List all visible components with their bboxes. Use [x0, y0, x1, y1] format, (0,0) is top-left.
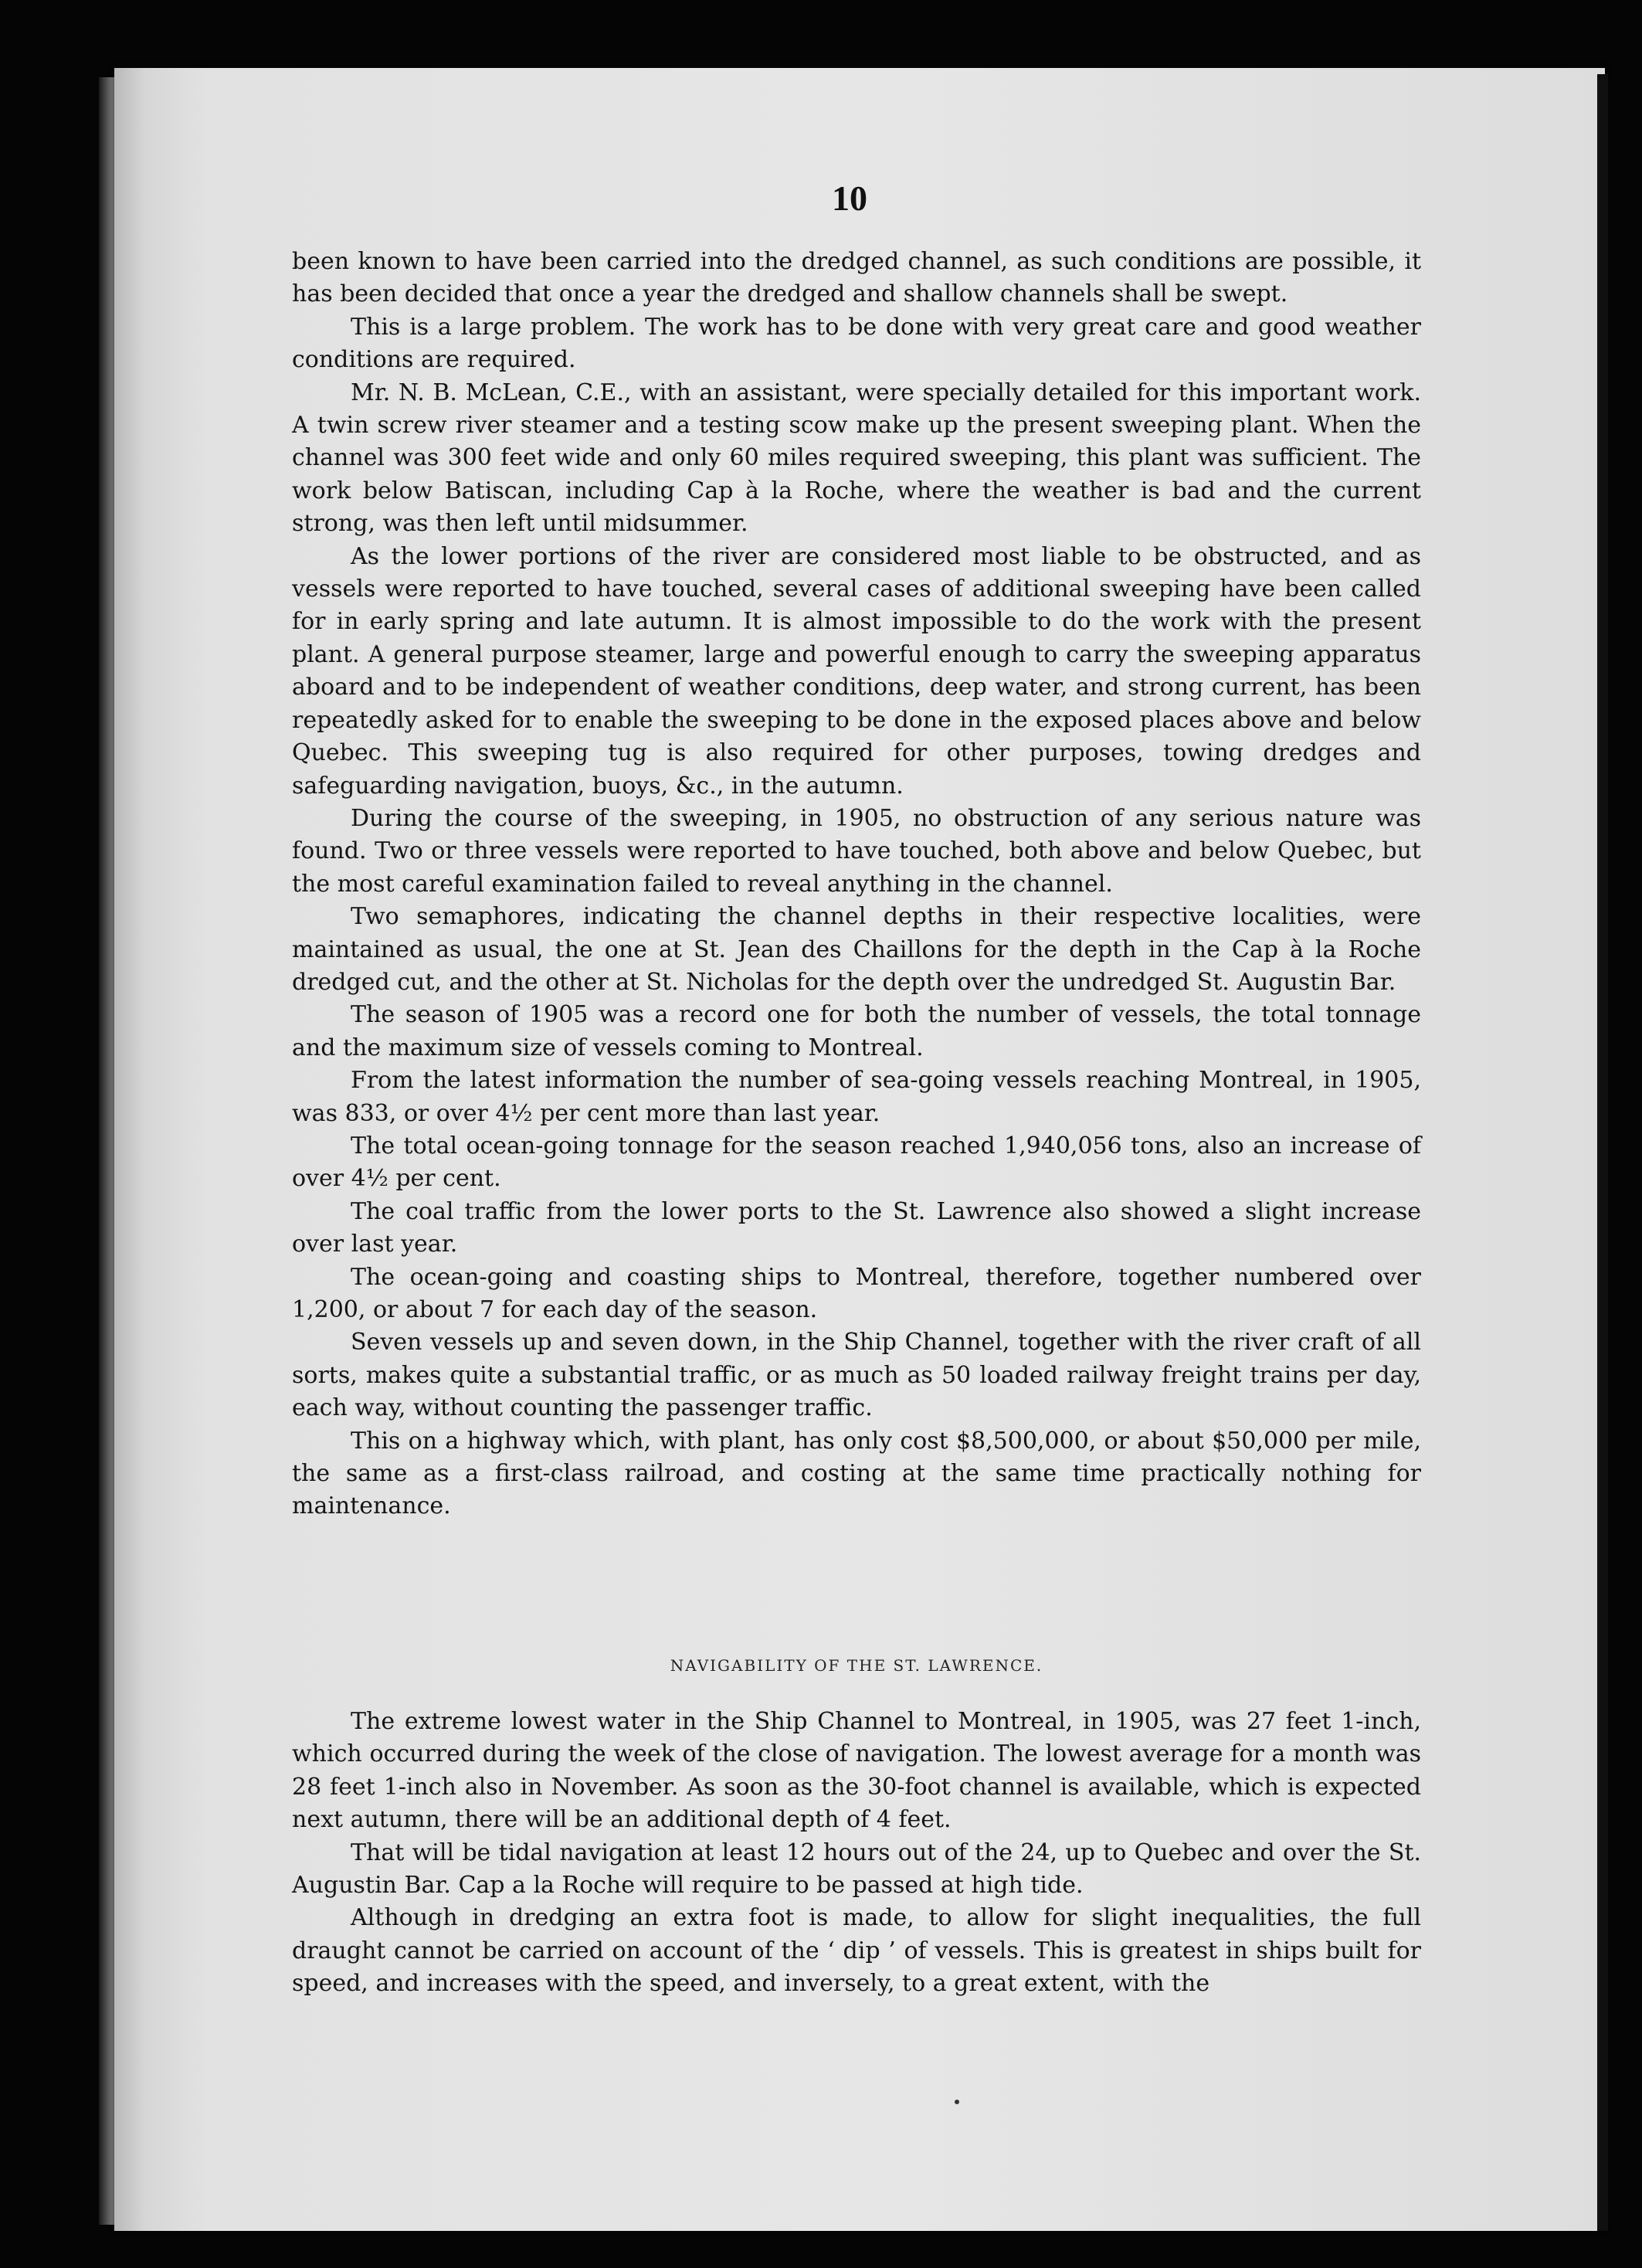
paragraph: Mr. N. B. McLean, C.E., with an assistant, were specially detailed for this important work. A twin screw river steamer and a testing scow make up the present sweeping plant. When the channel was 300 feet wide and only 60 miles required sweeping, this plant was sufficient. The work below Batiscan, including Cap à la Roche, where the weather is bad and the current strong, was then left until midsummer. — [292, 379, 1421, 538]
paragraph: The ocean-going and coasting ships to Montreal, therefore, together numbered over 1,200, or about 7 for each day of the season. — [292, 1263, 1421, 1323]
page-right-edge — [1597, 74, 1608, 2231]
section-text — [292, 1706, 1421, 2001]
paragraph: Two semaphores, indicating the channel depths in their respective localities, were maintained as usual, the one at St. Jean des Chaillons for the depth in the Cap à la Roche dredged cut, and the other at St. Nicholas for the depth over the undredged St. Augustin Bar. — [292, 903, 1421, 996]
paragraph: As the lower portions of the river are considered most liable to be obstructed, and as vessels were reported to have touched, several cases of additional sweeping have been called for in early spring and late autumn. It is almost impossible to do the work with the present plant. A general purpose steamer, large and powerful enough to carry the sweeping apparatus aboard and to be independent of weather conditions, deep water, and strong current, has been repeatedly asked for to enable the sweeping to be done in the exposed places above and below Quebec. This sweeping tug is also required for other purposes, towing dredges and safeguarding navigation, buoys, &c., in the autumn. — [292, 542, 1421, 800]
paragraph: The total ocean-going tonnage for the season reached 1,940,056 tons, also an increase of over 4½ per cent. — [292, 1132, 1421, 1193]
body-text — [292, 246, 1421, 1523]
paragraph: That will be tidal navigation at least 12 hours out of the 24, up to Quebec and over the St. Augustin Bar. Cap a la Roche will require to be passed at high tide. — [292, 1839, 1421, 1900]
paragraph: The extreme lowest water in the Ship Channel to Montreal, in 1905, was 27 feet 1-inch, which occurred during the week of the close of navigation. The lowest average for a month was 28 feet 1-inch also in November. As soon as the 30-foot channel is available, which is expected next autumn, there will be an additional depth of 4 feet. — [292, 1708, 1421, 1834]
paragraph: The coal traffic from the lower ports to the St. Lawrence also showed a slight increase over last year. — [292, 1197, 1421, 1258]
paragraph: been known to have been carried into the dredged channel, as such conditions are possible, it has been decided that once a year the dredged and shallow channels shall be swept. — [292, 248, 1421, 308]
section-heading: NAVIGABILITY OF THE ST. LAWRENCE. — [670, 1656, 1043, 1675]
page-number: 10 — [832, 178, 867, 218]
paragraph: Seven vessels up and seven down, in the Ship Channel, together with the river craft of all sorts, makes quite a substantial traffic, or as much as 50 loaded railway freight trains per day, each way, without counting the passenger traffic. — [292, 1329, 1421, 1422]
paragraph: From the latest information the number of sea-going vessels reaching Montreal, in 1905, was 833, or over 4½ per cent more than last year. — [292, 1067, 1421, 1127]
paragraph: This is a large problem. The work has to be done with very great care and good weather conditions are required. — [292, 313, 1421, 374]
scan-speck — [955, 2100, 959, 2104]
paragraph: During the course of the sweeping, in 1905, no obstruction of any serious nature was found. Two or three vessels were reported to have touched, both above and below Quebec, but the most careful examination failed to reveal anything in the channel. — [292, 804, 1421, 898]
paragraph: The season of 1905 was a record one for both the number of vessels, the total tonnage and the maximum size of vessels coming to Montreal. — [292, 1001, 1421, 1061]
paragraph: This on a highway which, with plant, has only cost $8,500,000, or about $50,000 per mile, the same as a first-class railroad, and costing at the same time practically nothing for maintenance. — [292, 1427, 1421, 1520]
paragraph: Although in dredging an extra foot is made, to allow for slight inequalities, the full draught cannot be carried on account of the ‘ dip ’ of vessels. This is greatest in ships built for speed, and increases with the speed, and inversely, to a great extent, with the — [292, 1904, 1421, 1998]
